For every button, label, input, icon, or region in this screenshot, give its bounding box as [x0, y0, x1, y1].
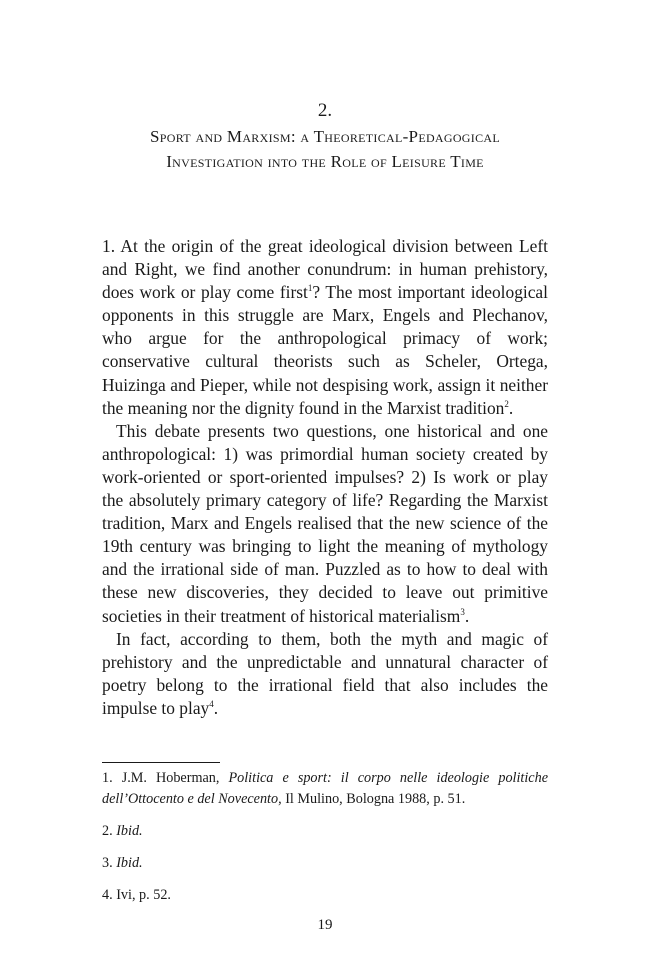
chapter-title-line-2: Investigation into the Role of Leisure Time: [166, 152, 484, 171]
paragraph: [102, 628, 548, 720]
text-segment: .: [213, 697, 219, 718]
footnote-divider: [102, 762, 220, 763]
text-segment: , Il Mulino, Bologna 1988, p. 51.: [278, 791, 466, 807]
paragraph: [102, 235, 548, 420]
text-segment: 2.: [102, 823, 117, 839]
footnote: [102, 821, 548, 842]
footnotes: [102, 768, 548, 917]
text-segment: This debate presents two questions, one historical and one anthropological: 1) was primordial human society created by work-oriented or sport-oriented impulses? 2) Is work or play the absolutely primary category of life? Regarding the Marxist tradition, Marx and Engels realised that the new science of the 19th century was bringing to light the meaning of mythology and the irrational side of man. Puzzled as to how to deal with these new discoveries, they decided to leave out primitive societies in their treatment of historical materialism: [102, 420, 548, 626]
text-segment: 1. J.M. Hoberman,: [102, 770, 229, 786]
text-segment: Politica e sport: il corpo nelle ideologie politiche dell’Ottocento e del Novecento: [102, 770, 548, 807]
chapter-number: 2.: [317, 100, 333, 121]
footnote-reference: 3: [460, 606, 465, 617]
text-segment: 1. At the origin of the great ideological division between Left and Right, we find another conundrum: in human prehistory, does work or play come first: [102, 236, 548, 303]
footnote: [102, 853, 548, 874]
paragraph: [102, 420, 548, 628]
text-segment: Ibid.: [116, 823, 143, 839]
footnote-reference: 4: [209, 699, 214, 710]
text-segment: .: [508, 397, 514, 418]
text-segment: 3.: [102, 855, 117, 871]
body-text: [102, 235, 548, 720]
text-segment: ? The most important ideological opponents in this struggle are Marx, Engels and Plechanov, who argue for the anthropological primacy of work; conservative cultural theorists such as Scheler, Ortega, Huizinga and Pieper, while not despising work, assign it neither the meaning nor the dignity found in the Marxist tradition: [102, 282, 548, 418]
footnote-reference: 1: [307, 283, 313, 294]
text-segment: Ibid.: [116, 855, 143, 871]
text-segment: .: [464, 605, 470, 626]
text-segment: 4. Ivi, p. 52.: [102, 887, 171, 903]
page-number: 19: [317, 917, 333, 933]
chapter-title: [90, 124, 560, 174]
footnote-reference: 2: [504, 398, 509, 409]
footnote: [102, 885, 548, 906]
text-segment: In fact, according to them, both the myth and magic of prehistory and the unpredictable and unnatural character of poetry belong to the irrational field that also includes the impulse to play: [102, 628, 548, 718]
footnote: [102, 768, 548, 810]
chapter-title-line-1: Sport and Marxism: a Theoretical-Pedagogical: [150, 127, 500, 146]
